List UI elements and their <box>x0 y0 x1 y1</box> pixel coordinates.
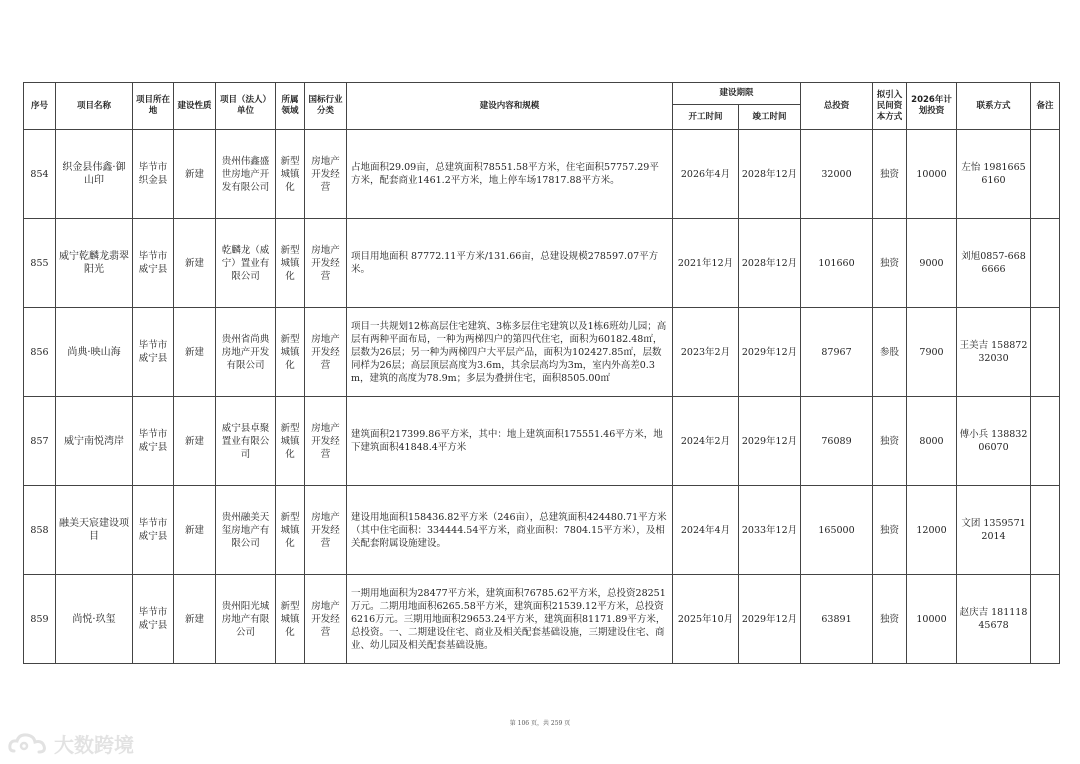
cell-content: 项目用地面积 87772.11平方米/131.66亩，总建设规模278597.07平方米。 <box>347 219 673 308</box>
table-body <box>24 130 1060 664</box>
col-header-owner: 项目（法人）单位 <box>216 83 276 130</box>
cell-private: 独资 <box>873 130 907 219</box>
col-header-total: 总投资 <box>801 83 873 130</box>
cell-seq: 855 <box>24 219 56 308</box>
cell-private: 独资 <box>873 486 907 575</box>
cell-remark <box>1031 397 1060 486</box>
cell-content: 建设用地面积158436.82平方米（246亩），总建筑面积424480.71平方米（其中住宅面积：334444.54平方米，商业面积：7804.15平方米），及相关配套附属设施建设。 <box>347 486 673 575</box>
cell-content: 占地面积29.09亩，总建筑面积78551.58平方米，住宅面积57757.29平方米，配套商业1461.2平方米，地上停车场17817.88平方米。 <box>347 130 673 219</box>
cell-end: 2028年12月 <box>739 219 801 308</box>
table-row <box>24 486 1060 575</box>
cell-name: 织金县伟鑫·御山印 <box>56 130 133 219</box>
cell-nature: 新建 <box>174 130 216 219</box>
col-header-content: 建设内容和规模 <box>347 83 673 130</box>
cell-end: 2033年12月 <box>739 486 801 575</box>
cell-nature: 新建 <box>174 575 216 664</box>
cell-nature: 新建 <box>174 308 216 397</box>
cell-nature: 新建 <box>174 486 216 575</box>
cell-field: 新型城镇化 <box>276 575 305 664</box>
cell-industry: 房地产开发经营 <box>305 219 347 308</box>
cell-remark <box>1031 575 1060 664</box>
cell-field: 新型城镇化 <box>276 397 305 486</box>
cell-contact: 刘旭0857-6686666 <box>957 219 1031 308</box>
cell-private: 参股 <box>873 308 907 397</box>
cell-content: 一期用地面积为28477平方米，建筑面积76785.62平方米，总投资28251万元。二期用地面积6265.58平方米，建筑面积21539.12平方米，总投资6216万元。三期用地面积29653.24平方米，建筑面积81171.89平方米，总投资。一、二期建设住宅、商业及相关配套基础设施，三期建设住宅、商业、幼儿园及相关配套基础设施。 <box>347 575 673 664</box>
cell-total: 101660 <box>801 219 873 308</box>
col-header-private: 拟引入民间资本方式 <box>873 83 907 130</box>
cell-field: 新型城镇化 <box>276 308 305 397</box>
cell-name: 威宁乾麟龙翡翠阳光 <box>56 219 133 308</box>
cell-plan2026: 12000 <box>907 486 957 575</box>
cell-nature: 新建 <box>174 219 216 308</box>
table-row <box>24 130 1060 219</box>
cell-contact: 王美吉 15887232030 <box>957 308 1031 397</box>
cell-field: 新型城镇化 <box>276 219 305 308</box>
col-header-name: 项目名称 <box>56 83 133 130</box>
cell-nature: 新建 <box>174 397 216 486</box>
cell-start: 2026年4月 <box>673 130 739 219</box>
col-header-seq: 序号 <box>24 83 56 130</box>
cell-name: 尚悦·玖玺 <box>56 575 133 664</box>
cell-end: 2028年12月 <box>739 130 801 219</box>
cell-total: 32000 <box>801 130 873 219</box>
table-row <box>24 219 1060 308</box>
cell-remark <box>1031 308 1060 397</box>
cell-remark <box>1031 130 1060 219</box>
cell-owner: 乾麟龙（威宁）置业有限公司 <box>216 219 276 308</box>
cell-private: 独资 <box>873 397 907 486</box>
cell-seq: 859 <box>24 575 56 664</box>
cell-contact: 文团 13595712014 <box>957 486 1031 575</box>
cell-owner: 威宁县卓聚置业有限公司 <box>216 397 276 486</box>
cell-field: 新型城镇化 <box>276 486 305 575</box>
table-row <box>24 575 1060 664</box>
cell-industry: 房地产开发经营 <box>305 397 347 486</box>
cell-seq: 857 <box>24 397 56 486</box>
cell-total: 165000 <box>801 486 873 575</box>
table-row <box>24 397 1060 486</box>
cell-private: 独资 <box>873 219 907 308</box>
cell-total: 87967 <box>801 308 873 397</box>
cell-contact: 傅小兵 13883206070 <box>957 397 1031 486</box>
cell-name: 尚典·映山海 <box>56 308 133 397</box>
col-header-industry: 国标行业分类 <box>305 83 347 130</box>
cell-location: 毕节市威宁县 <box>133 219 174 308</box>
cell-contact: 左怡 19816656160 <box>957 130 1031 219</box>
cell-location: 毕节市威宁县 <box>133 575 174 664</box>
cell-industry: 房地产开发经营 <box>305 130 347 219</box>
cell-start: 2024年4月 <box>673 486 739 575</box>
col-header-end: 竣工时间 <box>739 105 801 130</box>
watermark <box>8 729 134 758</box>
cell-owner: 贵州省尚典房地产开发有限公司 <box>216 308 276 397</box>
col-header-location: 项目所在地 <box>133 83 174 130</box>
cell-remark <box>1031 486 1060 575</box>
watermark-text: 大数跨境 <box>54 733 134 757</box>
cell-seq: 854 <box>24 130 56 219</box>
cell-start: 2025年10月 <box>673 575 739 664</box>
cell-end: 2029年12月 <box>739 575 801 664</box>
cell-start: 2024年2月 <box>673 397 739 486</box>
cell-plan2026: 10000 <box>907 130 957 219</box>
cell-name: 融美天宸建设项目 <box>56 486 133 575</box>
cell-content: 项目一共规划12栋高层住宅建筑、3栋多层住宅建筑以及1栋6班幼儿园；高层有两种平面布局，一种为两梯四户的第四代住宅，面积为60182.48㎡，层数为26层；另一种为两梯四户大平层产品，面积为102427.85㎡，层数同样为26层；高层顶层高度为3.6m，其余层高均为3m，室内外高差0.3m，建筑的高度为78.9m；多层为叠拼住宅，面积8505.00㎡ <box>347 308 673 397</box>
cell-start: 2023年2月 <box>673 308 739 397</box>
cell-industry: 房地产开发经营 <box>305 308 347 397</box>
col-header-remark: 备注 <box>1031 83 1060 130</box>
cell-start: 2021年12月 <box>673 219 739 308</box>
cell-owner: 贵州融美天玺房地产有限公司 <box>216 486 276 575</box>
cell-location: 毕节市威宁县 <box>133 308 174 397</box>
cell-owner: 贵州伟鑫盛世房地产开发有限公司 <box>216 130 276 219</box>
col-header-field: 所属领域 <box>276 83 305 130</box>
col-header-start: 开工时间 <box>673 105 739 130</box>
cell-plan2026: 7900 <box>907 308 957 397</box>
cell-seq: 858 <box>24 486 56 575</box>
cell-end: 2029年12月 <box>739 308 801 397</box>
col-header-contact: 联系方式 <box>957 83 1031 130</box>
cell-name: 威宁南悦湾岸 <box>56 397 133 486</box>
project-table <box>23 82 1060 664</box>
cell-contact: 赵庆吉 18111845678 <box>957 575 1031 664</box>
cell-plan2026: 9000 <box>907 219 957 308</box>
cell-content: 建筑面积217399.86平方米，其中：地上建筑面积175551.46平方米，地下建筑面积41848.4平方米 <box>347 397 673 486</box>
cloud-logo-icon <box>8 731 50 757</box>
cell-remark <box>1031 219 1060 308</box>
page-number: 第 106 页，共 259 页 <box>509 720 571 727</box>
cell-plan2026: 8000 <box>907 397 957 486</box>
cell-industry: 房地产开发经营 <box>305 486 347 575</box>
cell-industry: 房地产开发经营 <box>305 575 347 664</box>
cell-seq: 856 <box>24 308 56 397</box>
header-row-1 <box>24 83 1060 105</box>
cell-location: 毕节市威宁县 <box>133 486 174 575</box>
cell-plan2026: 10000 <box>907 575 957 664</box>
cell-location: 毕节市织金县 <box>133 130 174 219</box>
col-header-plan2026: 2026年计划投资 <box>907 83 957 130</box>
cell-end: 2029年12月 <box>739 397 801 486</box>
col-header-period: 建设期限 <box>673 83 801 105</box>
cell-total: 76089 <box>801 397 873 486</box>
table-row <box>24 308 1060 397</box>
cell-field: 新型城镇化 <box>276 130 305 219</box>
cell-location: 毕节市威宁县 <box>133 397 174 486</box>
cell-owner: 贵州阳光城房地产有限公司 <box>216 575 276 664</box>
col-header-nature: 建设性质 <box>174 83 216 130</box>
cell-total: 63891 <box>801 575 873 664</box>
cell-private: 独资 <box>873 575 907 664</box>
